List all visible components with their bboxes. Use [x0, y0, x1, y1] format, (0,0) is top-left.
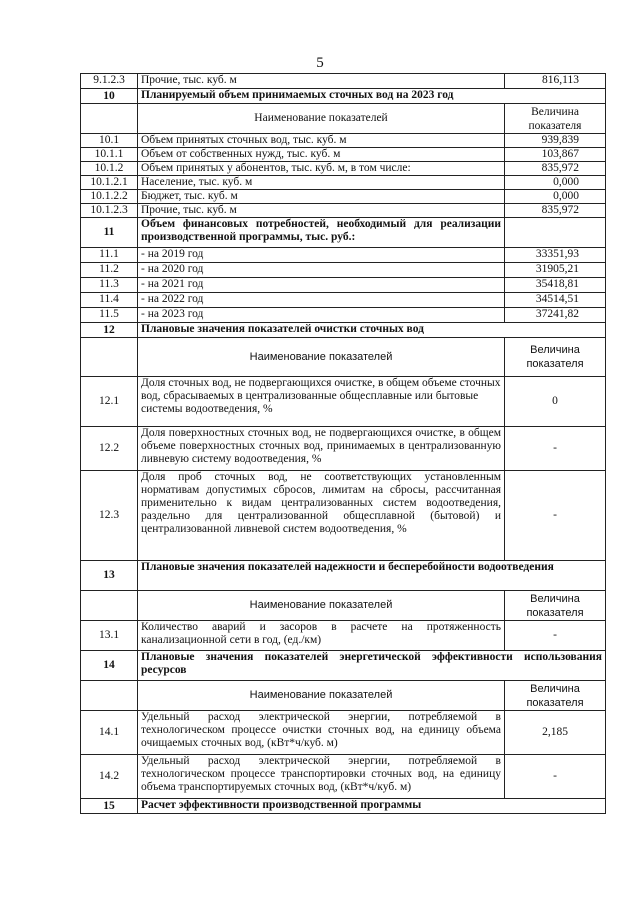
section-title: Объем финансовых потребностей, необходимый для реализации производственной программы, тыс. руб.:	[138, 218, 505, 248]
row-text: - на 2021 год	[138, 278, 505, 293]
row-value: 0,000	[505, 176, 606, 190]
section-title: Плановые значения показателей очистки сточных вод	[138, 323, 606, 338]
row-text: - на 2022 год	[138, 293, 505, 308]
row-value: -	[505, 621, 606, 651]
section-number: 13	[81, 561, 138, 591]
section-number: 14	[81, 651, 138, 681]
section-title: Плановые значения показателей энергетической эффективности использования ресурсов	[138, 651, 606, 681]
row-number: 14.1	[81, 711, 138, 755]
row-number: 13.1	[81, 621, 138, 651]
row-value: 34514,51	[505, 293, 606, 308]
row-text: Удельный расход электрической энергии, потребляемой в технологическом процессе очистки сточных вод, на единицу объема очищаемых сточных вод, (кВт*ч/куб. м)	[138, 711, 505, 755]
section-number: 11	[81, 218, 138, 248]
table-row	[81, 293, 606, 308]
row-text: Количество аварий и засоров в расчете на протяженность канализационной сети в год, (ед./км)	[138, 621, 505, 651]
row-number: 11.1	[81, 248, 138, 263]
row-text: Прочие, тыс. куб. м	[138, 204, 505, 218]
table-row	[81, 204, 606, 218]
row-value: -	[505, 471, 606, 561]
table-row	[81, 74, 606, 89]
row-number: 10.1.2	[81, 162, 138, 176]
header-name: Наименование показателей	[138, 591, 505, 621]
section-number: 15	[81, 799, 138, 814]
section-title: Расчет эффективности производственной программы	[138, 799, 606, 814]
row-value: 37241,82	[505, 308, 606, 323]
row-text: Доля сточных вод, не подвергающихся очистке, в общем объеме сточных вод, сбрасываемых в централизованные общесплавные или бытовые системы водоотведения, %	[138, 377, 505, 427]
table-row	[81, 248, 606, 263]
table-row	[81, 308, 606, 323]
table-row	[81, 278, 606, 293]
header-row	[81, 591, 606, 621]
row-number: 12.1	[81, 377, 138, 427]
row-value: 835,972	[505, 162, 606, 176]
row-number: 10.1.2.3	[81, 204, 138, 218]
row-text: Удельный расход электрической энергии, потребляемой в технологическом процессе транспортировки сточных вод, на единицу объема транспортируемых сточных вод, (кВт*ч/куб. м)	[138, 755, 505, 799]
row-value: 31905,21	[505, 263, 606, 278]
table-row	[81, 621, 606, 651]
row-value: 0,000	[505, 190, 606, 204]
row-value: 33351,93	[505, 248, 606, 263]
section-row	[81, 651, 606, 681]
row-value: -	[505, 755, 606, 799]
table-row	[81, 148, 606, 162]
row-text: - на 2020 год	[138, 263, 505, 278]
row-number: 11.3	[81, 278, 138, 293]
row-text: Прочие, тыс. куб. м	[138, 74, 505, 89]
header-value: Величина показателя	[505, 104, 606, 134]
row-number: 11.4	[81, 293, 138, 308]
row-text: Население, тыс. куб. м	[138, 176, 505, 190]
section-title: Планируемый объем принимаемых сточных вод на 2023 год	[138, 89, 606, 104]
header-blank	[81, 338, 138, 377]
row-text: Объем принятых сточных вод, тыс. куб. м	[138, 134, 505, 148]
section-title: Плановые значения показателей надежности и бесперебойности водоотведения	[138, 561, 606, 591]
row-value: 816,113	[505, 74, 606, 89]
table-row	[81, 471, 606, 561]
section-row	[81, 799, 606, 814]
page-number: 5	[316, 55, 324, 71]
program-table	[80, 73, 606, 814]
row-text: Объем от собственных нужд, тыс. куб. м	[138, 148, 505, 162]
row-value: 103,867	[505, 148, 606, 162]
row-number: 10.1.2.1	[81, 176, 138, 190]
section-blank	[505, 218, 606, 248]
row-text: - на 2023 год	[138, 308, 505, 323]
table-row	[81, 711, 606, 755]
section-row	[81, 218, 606, 248]
table-row	[81, 377, 606, 427]
row-number: 9.1.2.3	[81, 74, 138, 89]
row-number: 10.1	[81, 134, 138, 148]
header-row	[81, 338, 606, 377]
header-value: Величина показателя	[505, 681, 606, 711]
header-row	[81, 681, 606, 711]
row-value: 35418,81	[505, 278, 606, 293]
header-value: Величина показателя	[505, 591, 606, 621]
row-number: 12.3	[81, 471, 138, 561]
header-name: Наименование показателей	[138, 104, 505, 134]
table-row	[81, 134, 606, 148]
section-row	[81, 561, 606, 591]
row-value: 835,972	[505, 204, 606, 218]
table-row	[81, 263, 606, 278]
row-number: 12.2	[81, 427, 138, 471]
row-value: 939,839	[505, 134, 606, 148]
row-value: -	[505, 427, 606, 471]
header-name: Наименование показателей	[138, 681, 505, 711]
row-value: 0	[505, 377, 606, 427]
row-number: 10.1.1	[81, 148, 138, 162]
row-text: Доля поверхностных сточных вод, не подвергающихся очистке, в общем объеме поверхностных сточных вод, принимаемых в централизованную ливневую систему водоотведения, %	[138, 427, 505, 471]
row-text: Объем принятых у абонентов, тыс. куб. м, в том числе:	[138, 162, 505, 176]
row-number: 10.1.2.2	[81, 190, 138, 204]
header-blank	[81, 681, 138, 711]
row-text: Доля проб сточных вод, не соответствующих установленным нормативам допустимых сбросов, лимитам на сбросы, рассчитанная применительно к видам централизованных систем водоотведения, раздельно для централизованной общесплавной (бытовой) и централизованной ливневой систем водоотведения, %	[138, 471, 505, 561]
section-row	[81, 89, 606, 104]
section-number: 10	[81, 89, 138, 104]
row-number: 11.5	[81, 308, 138, 323]
table-row	[81, 176, 606, 190]
row-text: - на 2019 год	[138, 248, 505, 263]
row-number: 11.2	[81, 263, 138, 278]
table-row	[81, 162, 606, 176]
header-value: Величина показателя	[505, 338, 606, 377]
row-number: 14.2	[81, 755, 138, 799]
section-number: 12	[81, 323, 138, 338]
header-row	[81, 104, 606, 134]
section-row	[81, 323, 606, 338]
table-row	[81, 190, 606, 204]
row-value: 2,185	[505, 711, 606, 755]
header-blank	[81, 591, 138, 621]
header-blank	[81, 104, 138, 134]
table-row	[81, 755, 606, 799]
header-name: Наименование показателей	[138, 338, 505, 377]
row-text: Бюджет, тыс. куб. м	[138, 190, 505, 204]
table-row	[81, 427, 606, 471]
